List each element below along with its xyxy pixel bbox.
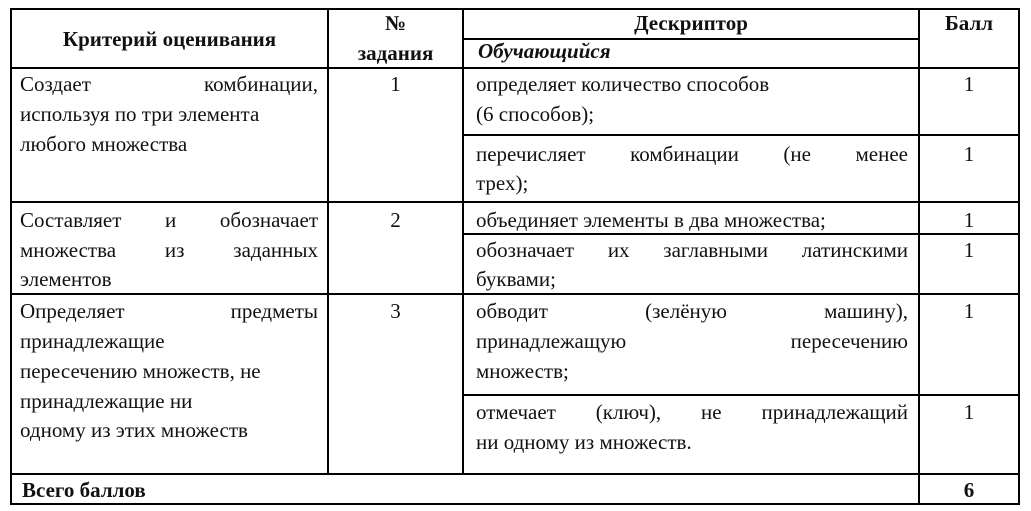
rule-bottom xyxy=(10,503,1020,505)
row3-task: 3 xyxy=(390,299,401,323)
header-task-label: задания xyxy=(357,41,434,65)
row1-desc2-score: 1 xyxy=(963,142,975,166)
rule-r1-bottom xyxy=(10,201,1020,203)
rule-col2 xyxy=(462,8,464,475)
row2-criterion-line2: множества из заданных xyxy=(20,238,318,262)
row3-criterion-line1: Определяет предметы xyxy=(20,299,318,323)
row3-desc1-line3: множеств; xyxy=(476,359,569,383)
row1-desc1-score: 1 xyxy=(963,72,975,96)
rule-right xyxy=(1018,8,1020,505)
row2-desc1-score: 1 xyxy=(963,208,975,232)
row1-desc1-line1: определяет количество способов xyxy=(476,72,770,96)
row2-task: 2 xyxy=(390,208,401,232)
header-criterion: Критерий оценивания xyxy=(62,27,277,51)
row3-desc1-score: 1 xyxy=(963,299,975,323)
row3-desc2-line1: отмечает (ключ), не принадлежащий xyxy=(476,400,908,424)
rule-left xyxy=(10,8,12,505)
row3-desc1-line2: принадлежащую пересечению xyxy=(476,329,908,353)
rule-r3-sub xyxy=(462,394,1020,396)
row1-criterion-line1: Создает комбинации, xyxy=(20,72,318,96)
row3-desc2-score: 1 xyxy=(963,400,975,424)
rule-r1-sub xyxy=(462,134,1020,136)
row3-criterion-line5: одному из этих множеств xyxy=(20,418,248,442)
row1-desc2-line2: трех); xyxy=(476,171,529,195)
row1-desc1-line2: (6 способов); xyxy=(476,102,595,126)
row2-desc2-line2: буквами; xyxy=(476,267,556,291)
total-value: 6 xyxy=(963,478,975,502)
row1-desc2-line1: перечисляет комбинации (не менее xyxy=(476,142,908,166)
row3-criterion-line3: пересечению множеств, не xyxy=(20,359,261,383)
header-descriptor: Дескриптор xyxy=(634,11,748,35)
row2-desc2-score: 1 xyxy=(963,238,975,262)
row2-criterion-line1: Составляет и обозначает xyxy=(20,208,318,232)
row1-task: 1 xyxy=(390,72,401,96)
row3-desc1-line1: обводит (зелёную машину), xyxy=(476,299,908,323)
row2-desc2-line1: обозначает их заглавными латинскими xyxy=(476,238,908,262)
header-student: Обучающийся xyxy=(478,39,611,63)
header-task-number: № xyxy=(384,11,407,35)
header-score: Балл xyxy=(944,11,994,35)
row3-criterion-line2: принадлежащие xyxy=(20,329,165,353)
total-label: Всего баллов xyxy=(22,478,146,502)
row3-desc2-line2: ни одному из множеств. xyxy=(476,430,692,454)
row2-desc1-line1: объединяет элементы в два множества; xyxy=(476,208,826,232)
rule-r3-bottom xyxy=(10,473,1020,475)
row1-criterion-line3: любого множества xyxy=(20,132,188,156)
row2-criterion-line3: элементов xyxy=(20,267,112,291)
row3-criterion-line4: принадлежащие ни xyxy=(20,389,193,413)
row1-criterion-line2: используя по три элемента xyxy=(20,102,260,126)
